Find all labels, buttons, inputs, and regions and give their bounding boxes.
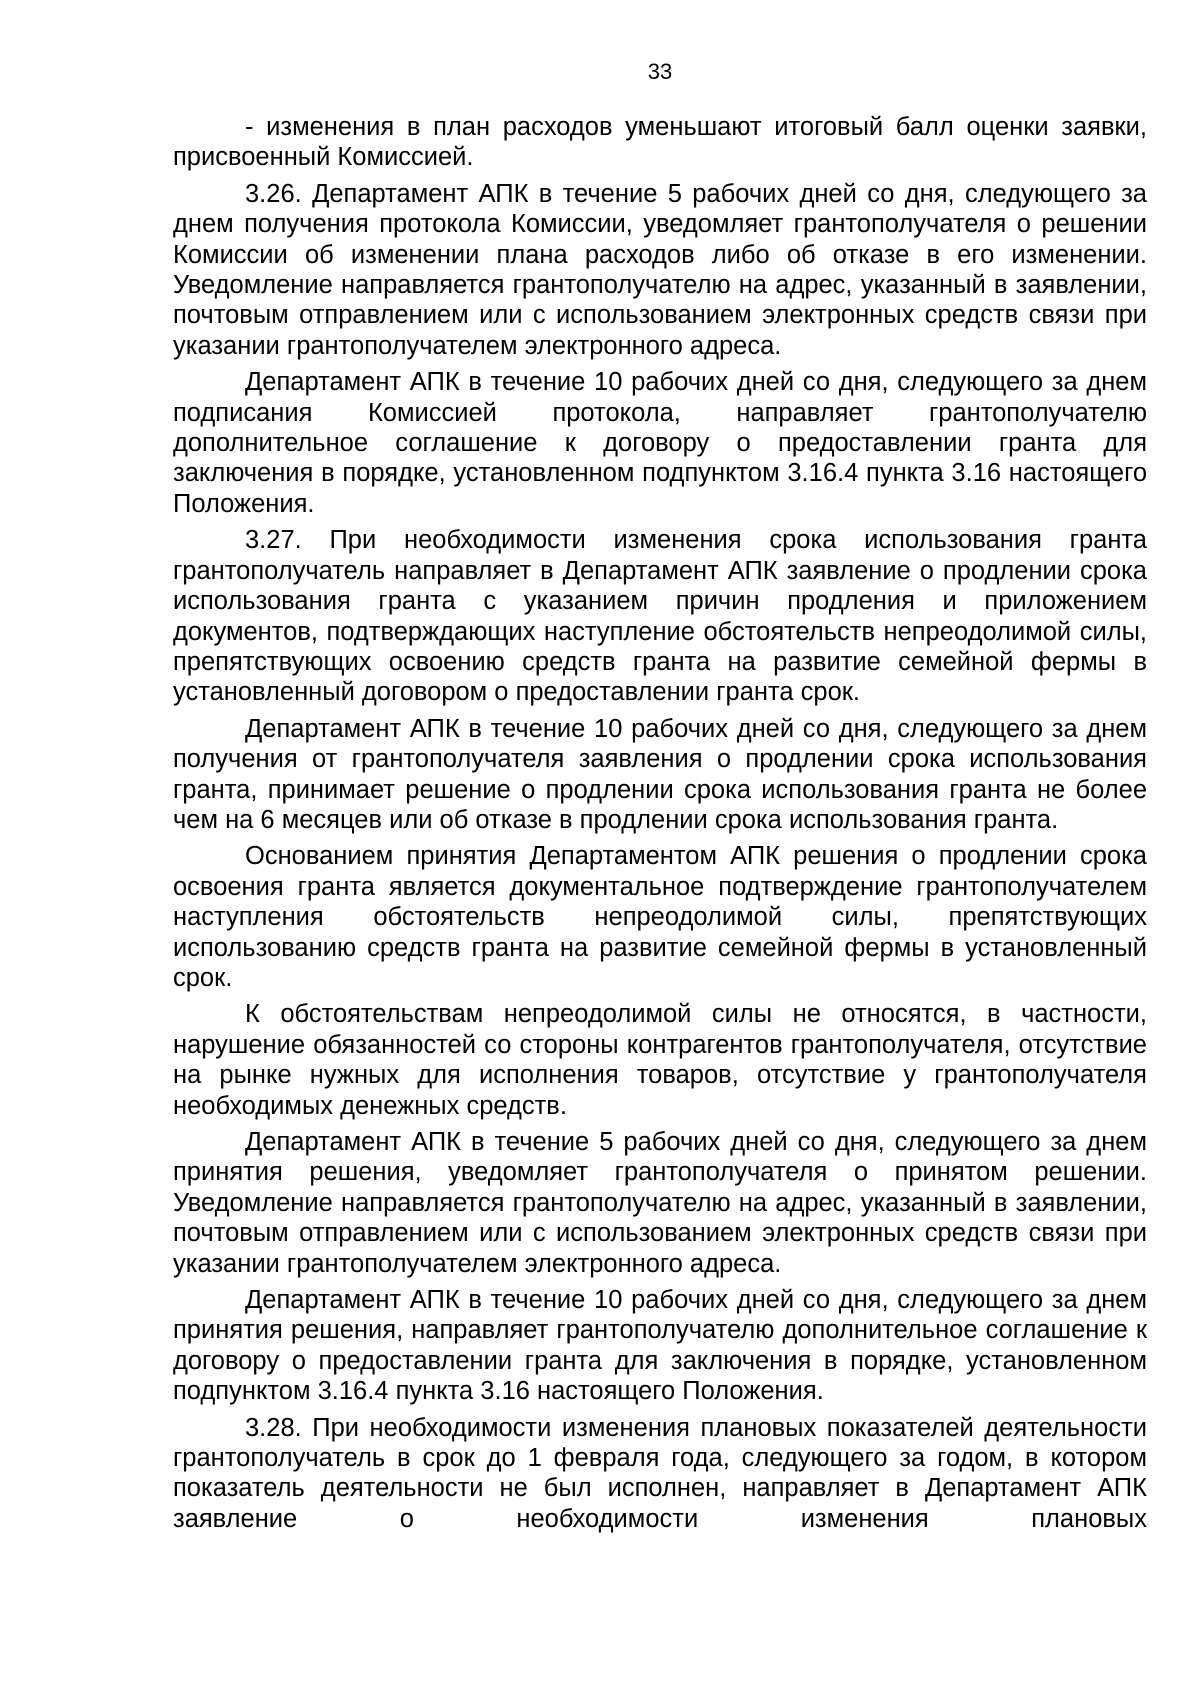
page-number: 33	[647, 59, 673, 84]
paragraph-3-27-notification: Департамент АПК в течение 5 рабочих дней со дня, следующего за днем принятия решения, уведомляет грантополучателя о принятом решении. Уведомление направляется грантополучателю на адрес, указанный в заявлении, почтовым отправлением или с использованием электронных средств связи при указании грантополучателем электронного адреса.	[173, 1128, 1147, 1278]
paragraph-3-26-agreement: Департамент АПК в течение 10 рабочих дней со дня, следующего за днем подписания Комиссией протокола, направляет грантополучателю дополнительное соглашение к договору о предоставлении гранта для заключения в порядке, установленном подпунктом 3.16.4 пункта 3.16 настоящего Положения.	[173, 368, 1147, 518]
paragraph-3-26: 3.26. Департамент АПК в течение 5 рабочих дней со дня, следующего за днем получения протокола Комиссии, уведомляет грантополучателя о решении Комиссии об изменении плана расходов либо об отказе в его изменении. Уведомление направляется грантополучателю на адрес, указанный в заявлении, почтовым отправлением или с использованием электронных средств связи при указании грантополучателем электронного адреса.	[173, 179, 1147, 360]
paragraph-3-27-force-majeure: К обстоятельствам непреодолимой силы не относятся, в частности, нарушение обязанностей со стороны контрагентов грантополучателя, отсутствие на рынке нужных для исполнения товаров, отсутствие у грантополучателя необходимых денежных средств.	[173, 1000, 1147, 1120]
paragraph-plan-changes-note: - изменения в план расходов уменьшают итоговый балл оценки заявки, присвоенный Комиссией.	[173, 113, 1147, 172]
paragraph-3-28: 3.28. При необходимости изменения плановых показателей деятельности грантополучатель в срок до 1 февраля года, следующего за годом, в котором показатель деятельности не был исполнен, направляет в Департамент АПК заявление о необходимости изменения плановых	[173, 1413, 1147, 1533]
paragraph-3-27-basis: Основанием принятия Департаментом АПК решения о продлении срока освоения гранта является документальное подтверждение грантополучателем наступления обстоятельств непреодолимой силы, препятствующих использованию средств гранта на развитие семейной фермы в установленный срок.	[173, 842, 1147, 992]
paragraph-3-27: 3.27. При необходимости изменения срока использования гранта грантополучатель направляет в Департамент АПК заявление о продлении срока использования гранта с указанием причин продления и приложением документов, подтверждающих наступление обстоятельств непреодолимой силы, препятствующих освоению средств гранта на развитие семейной фермы в установленный договором о предоставлении гранта срок.	[173, 526, 1147, 707]
paragraph-3-27-decision: Департамент АПК в течение 10 рабочих дней со дня, следующего за днем получения от грантополучателя заявления о продлении срока использования гранта, принимает решение о продлении срока использования гранта не более чем на 6 месяцев или об отказе в продлении срока использования гранта.	[173, 714, 1147, 834]
document-body	[173, 112, 1147, 1540]
paragraph-3-27-agreement: Департамент АПК в течение 10 рабочих дней со дня, следующего за днем принятия решения, направляет грантополучателю дополнительное соглашение к договору о предоставлении гранта для заключения в порядке, установленном подпунктом 3.16.4 пункта 3.16 настоящего Положения.	[173, 1286, 1147, 1406]
